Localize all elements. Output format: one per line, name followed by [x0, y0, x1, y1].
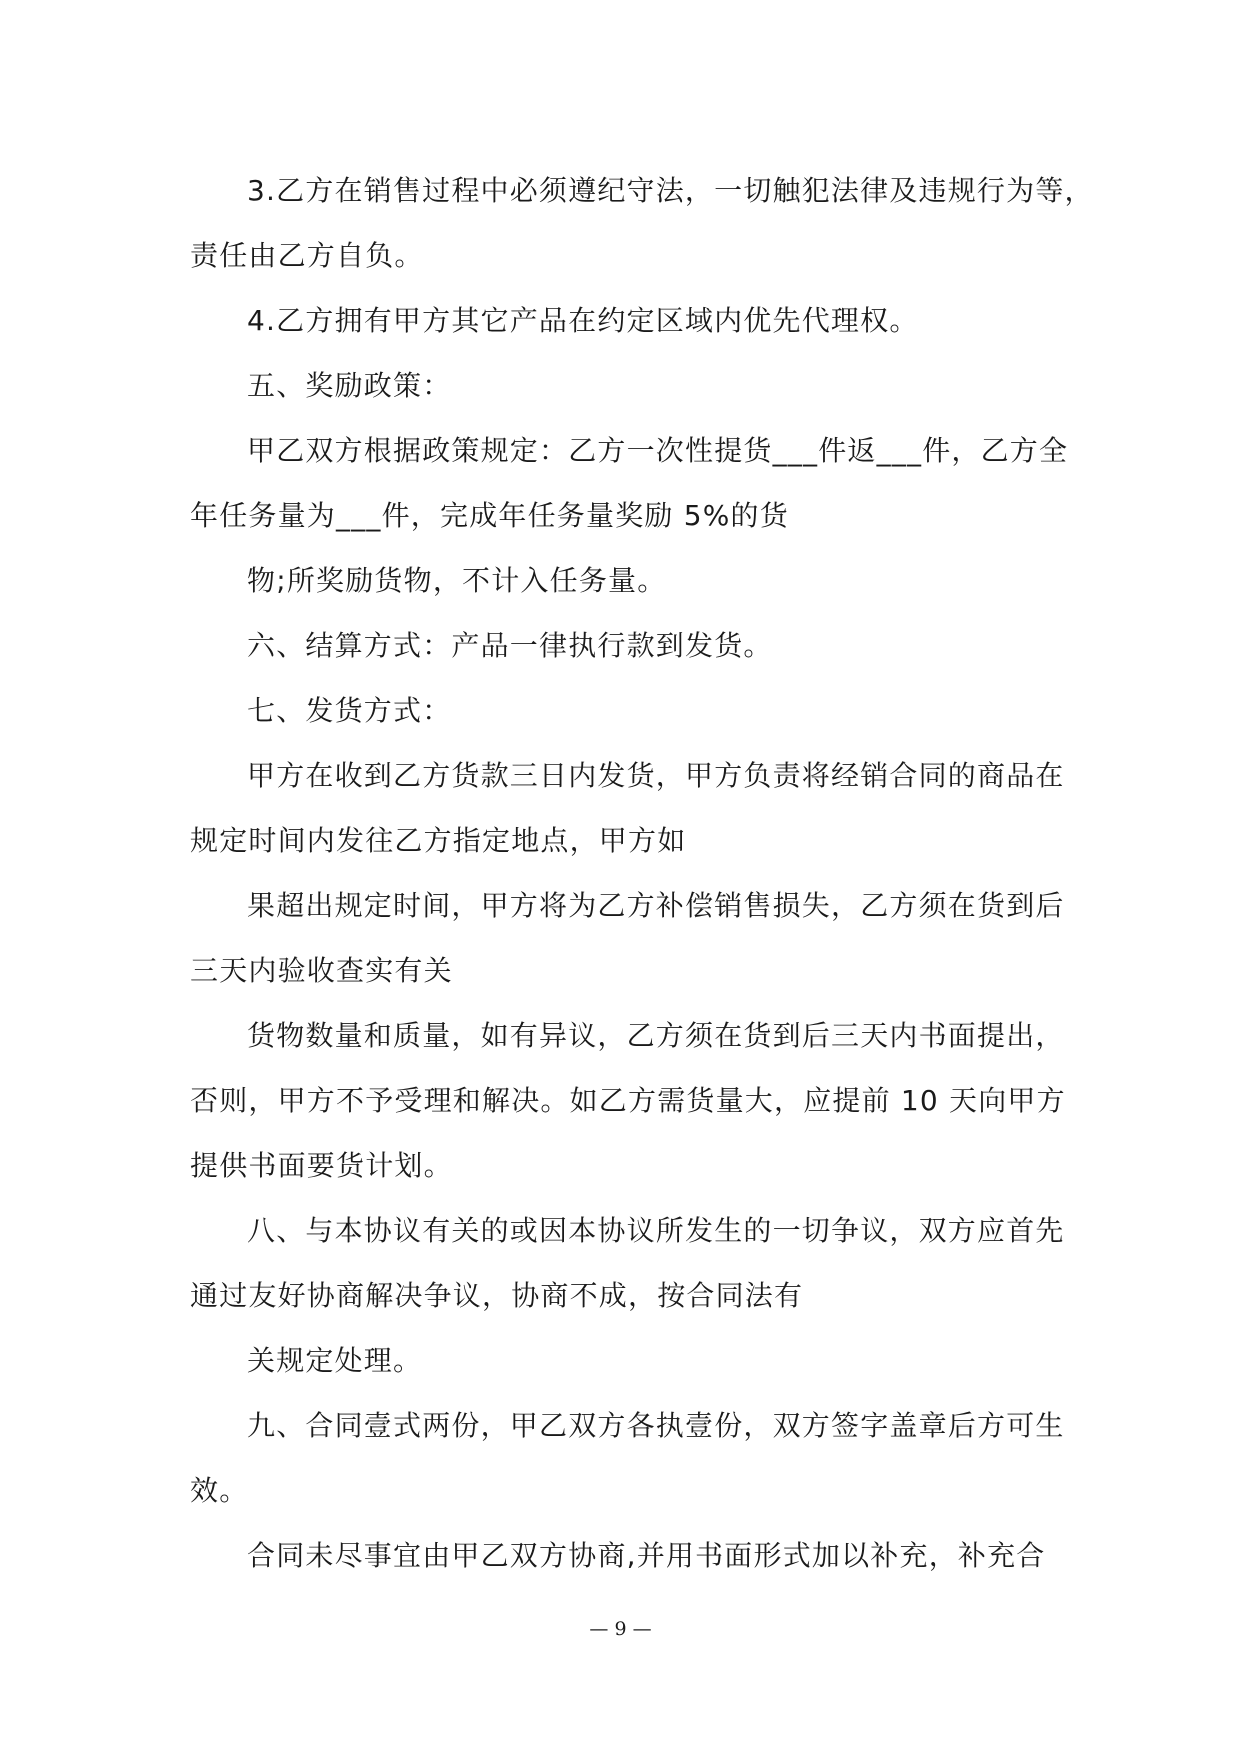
paragraph-line: 否则，甲方不予受理和解决。如乙方需货量大，应提前 10 天向甲方	[190, 1084, 1066, 1117]
paragraph-line: 责任由乙方自负。	[190, 239, 424, 272]
section-heading	[190, 613, 1060, 678]
paragraph-line: 甲方在收到乙方货款三日内发货，甲方负责将经销合同的商品在	[247, 759, 1065, 792]
paragraph-line: 通过友好协商解决争议，协商不成，按合同法有	[190, 1279, 804, 1312]
paragraph-line: 七、发货方式：	[247, 694, 452, 727]
page-number: — 9 —	[589, 1618, 652, 1640]
paragraph-line: 六、结算方式：产品一律执行款到发货。	[247, 629, 773, 662]
paragraph-line: 九、合同壹式两份，甲乙双方各执壹份，双方签字盖章后方可生	[247, 1409, 1065, 1442]
section-heading	[190, 353, 1060, 418]
paragraph-line: 合同未尽事宜由甲乙双方协商,并用书面形式加以补充，补充合	[247, 1539, 1046, 1572]
paragraph	[190, 418, 1069, 548]
paragraph	[190, 1393, 1065, 1523]
paragraph-line: 规定时间内发往乙方指定地点，甲方如	[190, 824, 687, 857]
paragraph-line: 年任务量为___件，完成年任务量奖励 5%的货	[190, 499, 789, 532]
paragraph-line: 果超出规定时间，甲方将为乙方补偿销售损失，乙方须在货到后	[247, 889, 1065, 922]
paragraph-line: 效。	[190, 1474, 249, 1507]
paragraph-line: 三天内验收查实有关	[190, 954, 453, 987]
paragraph-line: 关规定处理。	[247, 1344, 423, 1377]
paragraph	[190, 1523, 1060, 1588]
paragraph	[190, 288, 1060, 353]
paragraph-line: 提供书面要货计划。	[190, 1149, 453, 1182]
paragraph-line: 物;所奖励货物，不计入任务量。	[247, 564, 667, 597]
paragraph	[190, 1328, 1060, 1393]
paragraph	[190, 873, 1065, 1003]
paragraph-line: 甲乙双方根据政策规定：乙方一次性提货___件返___件，乙方全	[247, 434, 1069, 467]
paragraph-line: 五、奖励政策：	[247, 369, 452, 402]
paragraph	[190, 1198, 1065, 1328]
paragraph-line: 八、与本协议有关的或因本协议所发生的一切争议，双方应首先	[247, 1214, 1065, 1247]
section-heading	[190, 678, 1060, 743]
paragraph-line: 货物数量和质量，如有异议，乙方须在货到后三天内书面提出，	[247, 1019, 1065, 1052]
paragraph	[190, 158, 1094, 288]
paragraph-line: 3.乙方在销售过程中必须遵纪守法，一切触犯法律及违规行为等，	[247, 174, 1094, 207]
paragraph	[190, 1003, 1066, 1198]
paragraph	[190, 743, 1065, 873]
document-body	[190, 158, 1094, 1588]
paragraph-line: 4.乙方拥有甲方其它产品在约定区域内优先代理权。	[247, 304, 919, 337]
paragraph	[190, 548, 1060, 613]
